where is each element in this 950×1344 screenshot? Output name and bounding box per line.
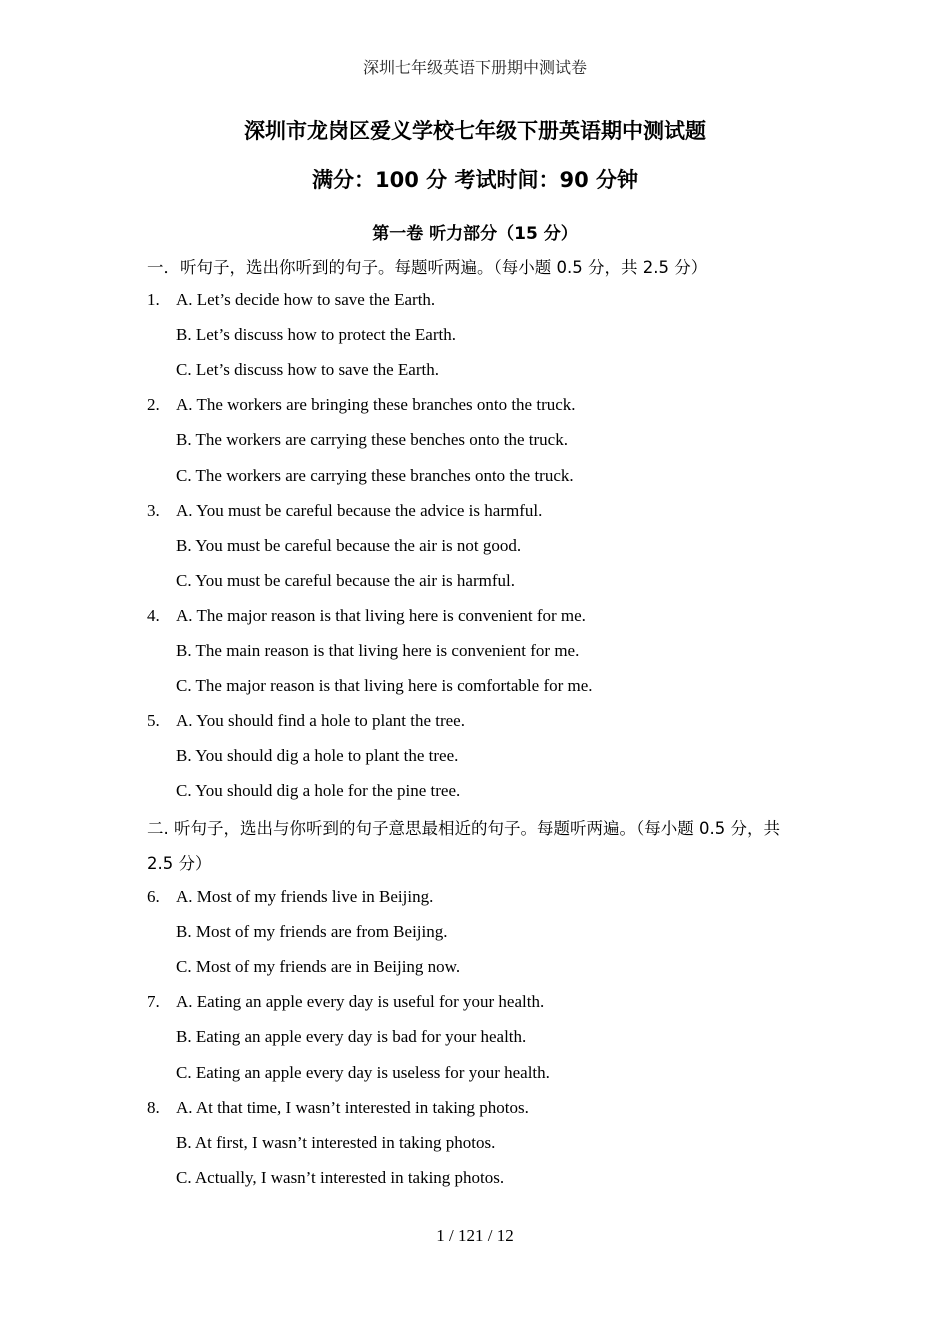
question-option: C. You should dig a hole for the pine tree. [176, 781, 461, 801]
question-option: B. Eating an apple every day is bad for your health. [176, 1027, 527, 1047]
question-option: A. Most of my friends live in Beijing. [176, 887, 434, 906]
question-number: 6. [147, 887, 160, 906]
question-option: B. The workers are carrying these benches onto the truck. [176, 430, 568, 450]
question-option: A. You should find a hole to plant the tree. [176, 711, 465, 731]
part1-instruction: 一．听句子，选出你听到的句子。每题听两遍。（每小题 0.5 分，共 2.5 分） [147, 258, 708, 277]
question-option: C. You must be careful because the air is harmful. [176, 570, 515, 590]
question-number: 8. [147, 1097, 160, 1117]
page-header: 深圳七年级英语下册期中测试卷 [362, 58, 587, 77]
question-option: A. The workers are bringing these branches onto the truck. [176, 395, 576, 415]
question-option: B. At first, I wasn’t interested in taking photos. [176, 1132, 496, 1152]
question-number: 5. [147, 711, 160, 731]
section-heading: 第一卷 听力部分（15 分） [372, 224, 578, 244]
part2-instruction: 二. 听句子，选出与你听到的句子意思最相近的句子。每题听两遍。（每小题 0.5 分，共 2.5 分） [147, 819, 780, 873]
question-number: 7. [147, 992, 160, 1012]
question-option: C. Eating an apple every day is useless for your health. [176, 1062, 550, 1082]
question-option: A. You must be careful because the advice is harmful. [176, 500, 543, 520]
question-option: B. You should dig a hole to plant the tree. [176, 746, 459, 766]
question-number: 1. [147, 290, 160, 309]
question-option: A. Eating an apple every day is useful for your health. [176, 992, 545, 1012]
exam-title: 深圳市龙岗区爱义学校七年级下册英语期中测试题 [244, 119, 706, 143]
question-option: C. Most of my friends are in Beijing now. [176, 957, 461, 977]
question-option: A. At that time, I wasn’t interested in taking photos. [176, 1097, 529, 1117]
page-footer: 1 / 121 / 12 [436, 1226, 514, 1245]
question-option: A. Let’s decide how to save the Earth. [176, 290, 436, 309]
question-option: C. Actually, I wasn’t interested in taking photos. [176, 1167, 505, 1187]
exam-subtitle: 满分：100 分 考试时间：90 分钟 [312, 168, 638, 192]
question-number: 2. [147, 395, 160, 415]
question-option: A. The major reason is that living here is convenient for me. [176, 605, 586, 625]
question-number: 4. [147, 605, 160, 625]
question-option: B. Let’s discuss how to protect the Earth. [176, 325, 456, 345]
question-option: B. Most of my friends are from Beijing. [176, 922, 448, 942]
question-number: 3. [147, 500, 160, 520]
question-option: B. You must be careful because the air is not good. [176, 535, 522, 555]
question-option: B. The main reason is that living here is convenient for me. [176, 641, 580, 660]
question-option: C. The workers are carrying these branches onto the truck. [176, 465, 574, 485]
question-option: C. Let’s discuss how to save the Earth. [176, 360, 439, 380]
question-option: C. The major reason is that living here is comfortable for me. [176, 676, 593, 696]
